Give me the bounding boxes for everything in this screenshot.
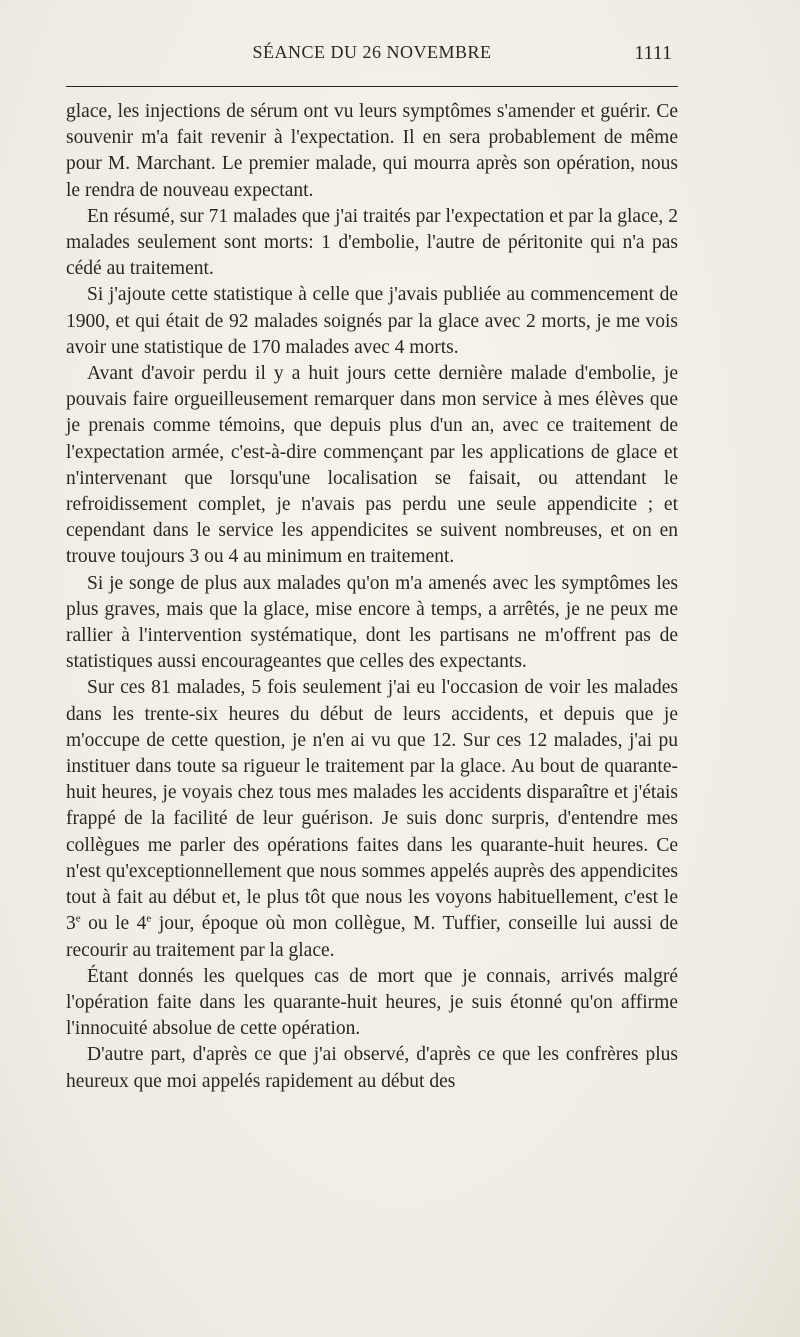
page-number: 1111 [634,42,672,64]
ordinal-joiner: ou le [80,913,137,935]
paragraph-text: jour, époque où mon collègue, M. Tuffier, conseille lui aussi de recourir au traitement par la glace. [66,913,679,961]
paragraph: D'autre part, d'après ce que j'ai observé, d'après ce que les confrères plus heureux que moi appelés rapidement au début des [66,1044,678,1092]
ordinal-number: 3 [66,913,76,935]
paragraph: Si j'ajoute cette statistique à celle que j'avais publiée au commencement de 1900, et qui était de 92 malades soignés par la glace avec 2 morts, je me vois avoir une statistique de 170 malades avec 4 morts. [66,284,678,358]
paragraph: Avant d'avoir perdu il y a huit jours cette dernière malade d'embolie, je pouvais faire orgueilleusement remarquer dans mon service à mes élèves que je prenais comme témoins, que depuis plus d'un an, avec ce traitement de l'expectation armée, c'est-à-dire commençant par les applications de glace et n'intervenant que lorsqu'une localisation se faisait, ou attendant le refroidissement complet, je n'avais pas perdu une seule appendicite ; et cependant dans le service les appendicites se suivent nombreuses, et on en trouve toujours 3 ou 4 au minimum en traitement. [66,363,678,568]
paragraph-text: Sur ces 81 malades, 5 fois seulement j'ai eu l'occasion de voir les malades dans les trente-six heures du début de leurs accidents, et depuis que je m'occupe de cette question, je n'en ai vu que 12. Sur ces 12 malades, j'ai pu instituer dans toute sa rigueur le traitement par la glace. Au bout de quarante-huit heures, je voyais chez tous mes malades les accidents disparaître et j'étais frappé de la facilité de leur guérison. Je suis donc surpris, d'entendre mes collègues me parler des opérations faites dans les quarante-huit heures. Ce n'est qu'exceptionnellement que nous sommes appelés auprès des appendicites tout à fait au début et, le plus tôt que nous les voyons habituellement, c'est le [66,677,678,909]
ordinal-suffix: e [146,912,152,925]
running-header [66,42,678,66]
paragraph: En résumé, sur 71 malades que j'ai traités par l'expectation et par la glace, 2 malades seulement sont morts: 1 d'embolie, l'autre de péritonite qui n'a pas cédé au traitement. [66,205,678,280]
paragraph: glace, les injections de sérum ont vu leurs symptômes s'amender et guérir. Ce souvenir m'a fait revenir à l'expectation. Il en sera probablement de même pour M. Marchant. Le premier malade, qui mourra après son opération, nous le rendra de nouveau expectant. [66,101,678,201]
paragraph: Étant donnés les quelques cas de mort que je connais, arrivés malgré l'opération faite dans les quarante-huit heures, je suis étonné qu'on affirme l'innocuité absolue de cette opération. [66,965,678,1040]
running-title: SÉANCE DU 26 NOVEMBRE [252,42,492,62]
header-rule [66,86,678,87]
text-body [66,99,678,1095]
paragraph [66,675,678,963]
ordinal-suffix: e [75,912,81,925]
paragraph: Si je songe de plus aux malades qu'on m'a amenés avec les symptômes les plus graves, mais que la glace, mise encore à temps, a arrêtés, je ne peux me rallier à l'intervention systématique, dont les partisans ne m'offrent pas de statistiques aussi encourageantes que celles des expectants. [66,572,678,673]
ordinal-number: 4 [136,913,147,935]
